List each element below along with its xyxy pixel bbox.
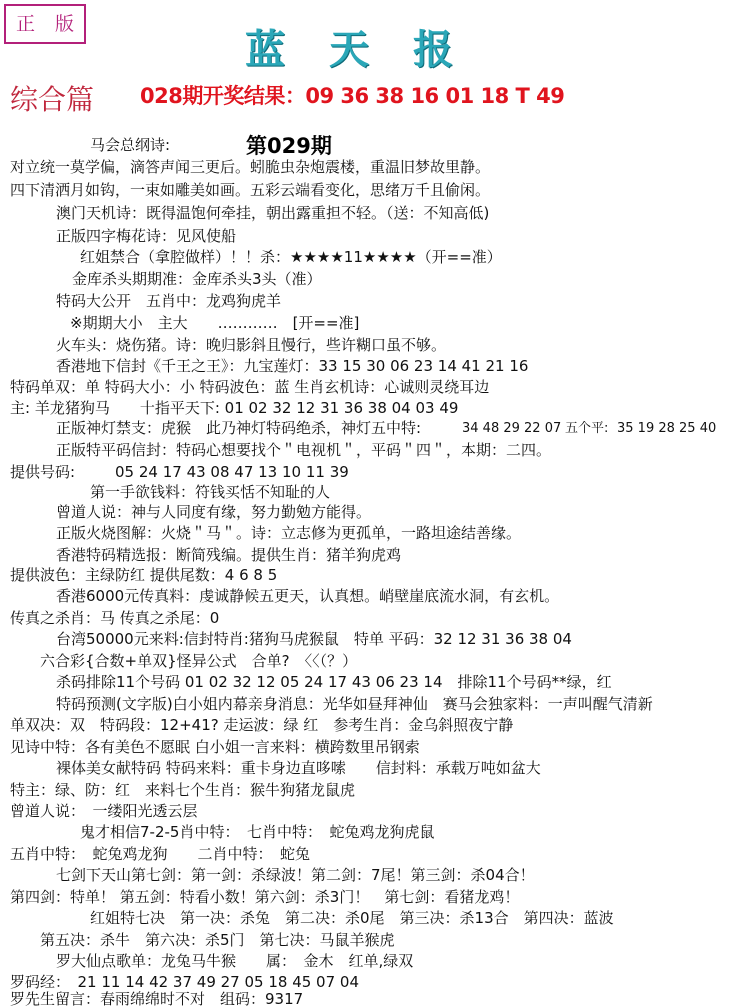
stamp-char-2: 版 (54, 13, 74, 35)
stamp-char-1: 正 (15, 13, 35, 35)
line-17: 第一手欲钱料：符钱买恬不知耻的人 (90, 483, 331, 501)
authentic-stamp (4, 4, 86, 44)
line-36: 第四剑：特单！ 第五剑：特看小数！第六剑：杀3门！ 第七剑：看猪龙鸡！ (10, 888, 520, 906)
section-label: 综合篇 (10, 83, 95, 116)
line-24: 台湾50000元来料:信封特肖:猪狗马虎猴鼠 特单 平码：32 12 31 36 38 04 (56, 630, 572, 648)
line-20: 香港特码精选报：断简残编。提供生肖：猪羊狗虎鸡 (56, 546, 402, 564)
line-29: 见诗中特：各有美色不愿眠 白小姐一言来料：横跨数里吊钢索 (10, 738, 420, 756)
line-38: 第五决：杀牛 第六决：杀5门 第七决：马鼠羊猴虎 (40, 931, 395, 949)
line-14-five-numbers: 35 19 28 25 40 (617, 421, 717, 436)
line-3: 四下清洒月如钩，一束如雕美如画。五彩云端看变化，思绪万千且偷闲。 (10, 181, 491, 199)
line-32: 曾道人说： 一缕阳光透云层 (10, 802, 198, 820)
newspaper-title: 蓝天报 (245, 26, 497, 73)
line-13: 主: 羊龙猪狗马 十指平天下: 01 02 32 12 31 36 38 04 03 49 (10, 399, 459, 417)
line-34: 五肖中特： 蛇兔鸡龙狗 二肖中特： 蛇兔 (10, 845, 311, 863)
line-23: 传真之杀肖：马 传真之杀尾：0 (10, 609, 220, 627)
line-11: 香港地下信封《千王之王》：九宝莲灯：33 15 30 06 23 14 41 21 16 (56, 357, 529, 375)
line-33: 鬼才相信7-2-5肖中特： 七肖中特： 蛇兔鸡龙狗虎鼠 (80, 823, 435, 841)
line-28: 单双决：双 特码段：12+41? 走运波：绿 红 参考生肖：金乌斜照夜宁静 (10, 716, 514, 734)
line-19: 正版火烧图解：火烧＂马＂。诗：立志修为更孤单，一路坦途结善缘。 (56, 524, 522, 542)
line-10: 火车头：烧伤猪。诗：晚归影斜且慢行，些许糊口虽不够。 (56, 336, 447, 354)
line-35: 七剑下天山第七剑：第一剑：杀绿波！第二剑：7尾！第三剑：杀04合！ (56, 866, 535, 884)
line-7: 金库杀头期期准：金库杀头3头（准） (72, 270, 322, 288)
line-21: 提供波色：主绿防红 提供尾数：4 6 8 5 (10, 566, 278, 584)
line-30: 裸体美女献特码 特码来料：重卡身边直哆嗦 信封料：承载万吨如盆大 (56, 759, 541, 777)
line-14-numbers: 34 48 29 22 07 (462, 421, 562, 436)
line-39: 罗大仙点歌单：龙兔马牛猴 属： 金木 红单,绿双 (56, 952, 414, 970)
issue-number: 第029期 (246, 134, 332, 158)
line-5: 正版四字梅花诗：见风使船 (56, 227, 237, 245)
line-2: 对立统一莫学偏，滴答声闻三更后。蚓脆虫杂炮震楼，重温旧梦故里静。 (10, 158, 491, 176)
line-18: 曾道人说：神与人同度有缘，努力勤勉方能得。 (56, 503, 372, 521)
line-22: 香港6000元传真料：虔诚静候五更天，认真想。峭壁崖底流水洞，有玄机。 (56, 587, 560, 605)
line-12: 特码单双：单 特码大小：小 特码波色：蓝 生肖玄机诗：心诚则灵绕耳边 (10, 378, 490, 396)
line-16-label: 提供号码: (10, 463, 76, 481)
draw-result: 028期开奖结果：09 36 38 16 01 18 T 49 (140, 84, 565, 108)
line-9: ※期期大小 主大 ………… [开==准] (70, 314, 360, 332)
line-26: 杀码排除11个号码 01 02 32 12 05 24 17 43 06 23 14 排除11个号码**绿，红 (56, 673, 612, 691)
line-40: 罗码经： 21 11 14 42 37 49 27 05 18 45 07 04 (10, 973, 359, 991)
line-15: 正版特平码信封：特码心想要找个＂电视机＂，平码＂四＂，本期：二四。 (56, 441, 552, 459)
line-41: 罗先生留言：春雨绵绵时不对 组码：9317 (10, 990, 304, 1008)
line-14: 正版神灯禁支：虎猴 此乃神灯特码绝杀，神灯五中特: (56, 419, 422, 437)
line-25: 六合彩{合数+单双}怪异公式 合单? 〈〈（？） (40, 652, 358, 670)
line-6: 红姐禁合（拿腔做样）！！杀：★★★★11★★★★（开==准） (80, 248, 502, 266)
line-27: 特码预测(文字版)白小姐内幕亲身消息：光华如昼拜神仙 赛马会独家料：一声叫醒气清新 (56, 695, 653, 713)
line-4: 澳门天机诗：既得温饱何牵挂，朝出露重担不轻。（送：不知高低) (56, 204, 490, 222)
line-31: 特主：绿、防：红 来料七个生肖：猴牛狗猪龙鼠虎 (10, 781, 356, 799)
line-8: 特码大公开 五肖中：龙鸡狗虎羊 (56, 292, 282, 310)
line-16-numbers: 05 24 17 43 08 47 13 10 11 39 (115, 463, 349, 481)
line-37: 红姐特七决 第一决：杀兔 第二决：杀0尾 第三决：杀13合 第四决：蓝波 (90, 909, 614, 927)
line-1: 马会总纲诗: (90, 136, 171, 154)
line-14-five-label: 五个平: (565, 421, 609, 436)
